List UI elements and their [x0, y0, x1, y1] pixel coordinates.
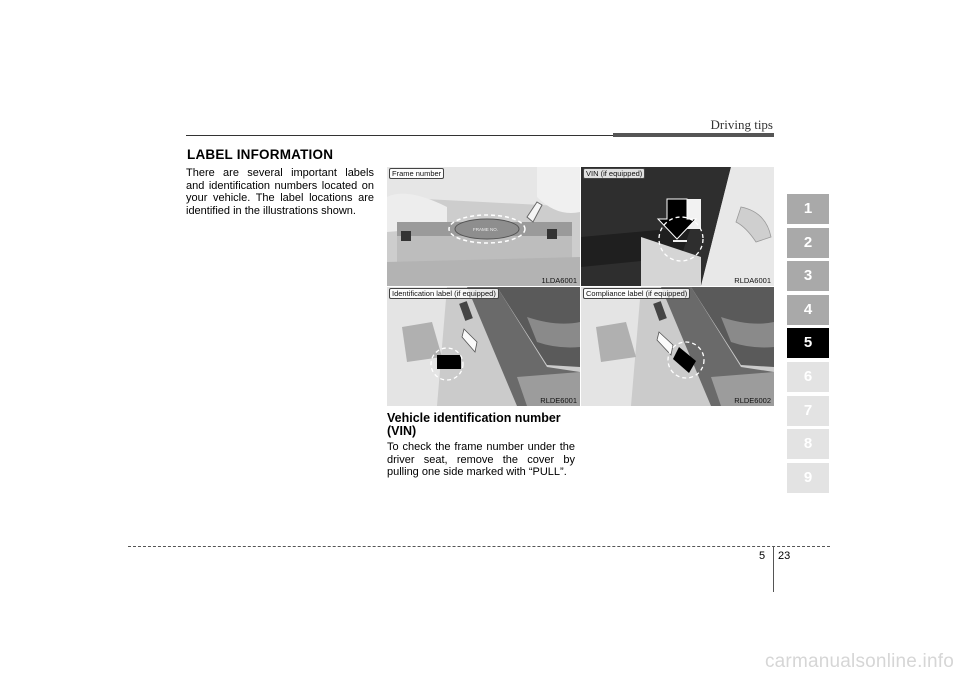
- page-number-divider: [773, 547, 774, 592]
- chapter-tab-8[interactable]: 8: [787, 429, 829, 459]
- page-chapter-number: 5: [759, 550, 766, 562]
- chapter-tab-5[interactable]: 5: [787, 328, 829, 358]
- figure-frame-number: [387, 167, 580, 286]
- frame-number-illustration: [387, 167, 580, 286]
- vin-heading: Vehicle identification number (VIN): [387, 411, 561, 438]
- figure-caption: Frame number: [389, 168, 444, 179]
- chapter-tab-1[interactable]: 1: [787, 194, 829, 224]
- chapter-tabs: [787, 194, 829, 496]
- header-rule-accent: [613, 133, 774, 137]
- frame-number-label-text: FRAME NO.: [473, 227, 499, 232]
- header-title: Driving tips: [710, 117, 773, 132]
- chapter-tab-2[interactable]: 2: [787, 228, 829, 258]
- figure-caption: Compliance label (if equipped): [583, 288, 690, 299]
- watermark[interactable]: carmanualsonline.info: [764, 651, 954, 672]
- chapter-tab-6[interactable]: 6: [787, 362, 829, 392]
- chapter-tab-4[interactable]: 4: [787, 295, 829, 325]
- compliance-label-illustration: [581, 287, 774, 406]
- figure-compliance-label: [581, 287, 774, 406]
- page-number: 23: [778, 550, 791, 562]
- figure-code: RLDA6001: [734, 276, 771, 285]
- section-heading: LABEL INFORMATION: [187, 147, 334, 162]
- figure-caption: Identification label (if equipped): [389, 288, 499, 299]
- figure-code: RLDE6001: [540, 396, 577, 405]
- vin-paragraph: To check the frame number under the driver seat, remove the cover by pulling one side marked with “PULL”.: [387, 441, 575, 479]
- figure-caption: VIN (if equipped): [583, 168, 645, 179]
- vin-illustration: [581, 167, 774, 286]
- chapter-tab-9[interactable]: 9: [787, 463, 829, 493]
- chapter-tab-3[interactable]: 3: [787, 261, 829, 291]
- figure-vin: [581, 167, 774, 286]
- figure-identification-label: [387, 287, 580, 406]
- figure-code: 1LDA6001: [541, 276, 577, 285]
- figure-code: RLDE6002: [734, 396, 771, 405]
- intro-paragraph: There are several important labels and identification numbers located on your vehicle. The label locations are identified in the illustrations shown.: [186, 167, 374, 217]
- footer-rule: [128, 546, 830, 547]
- identification-label-illustration: [387, 287, 580, 406]
- chapter-tab-7[interactable]: 7: [787, 396, 829, 426]
